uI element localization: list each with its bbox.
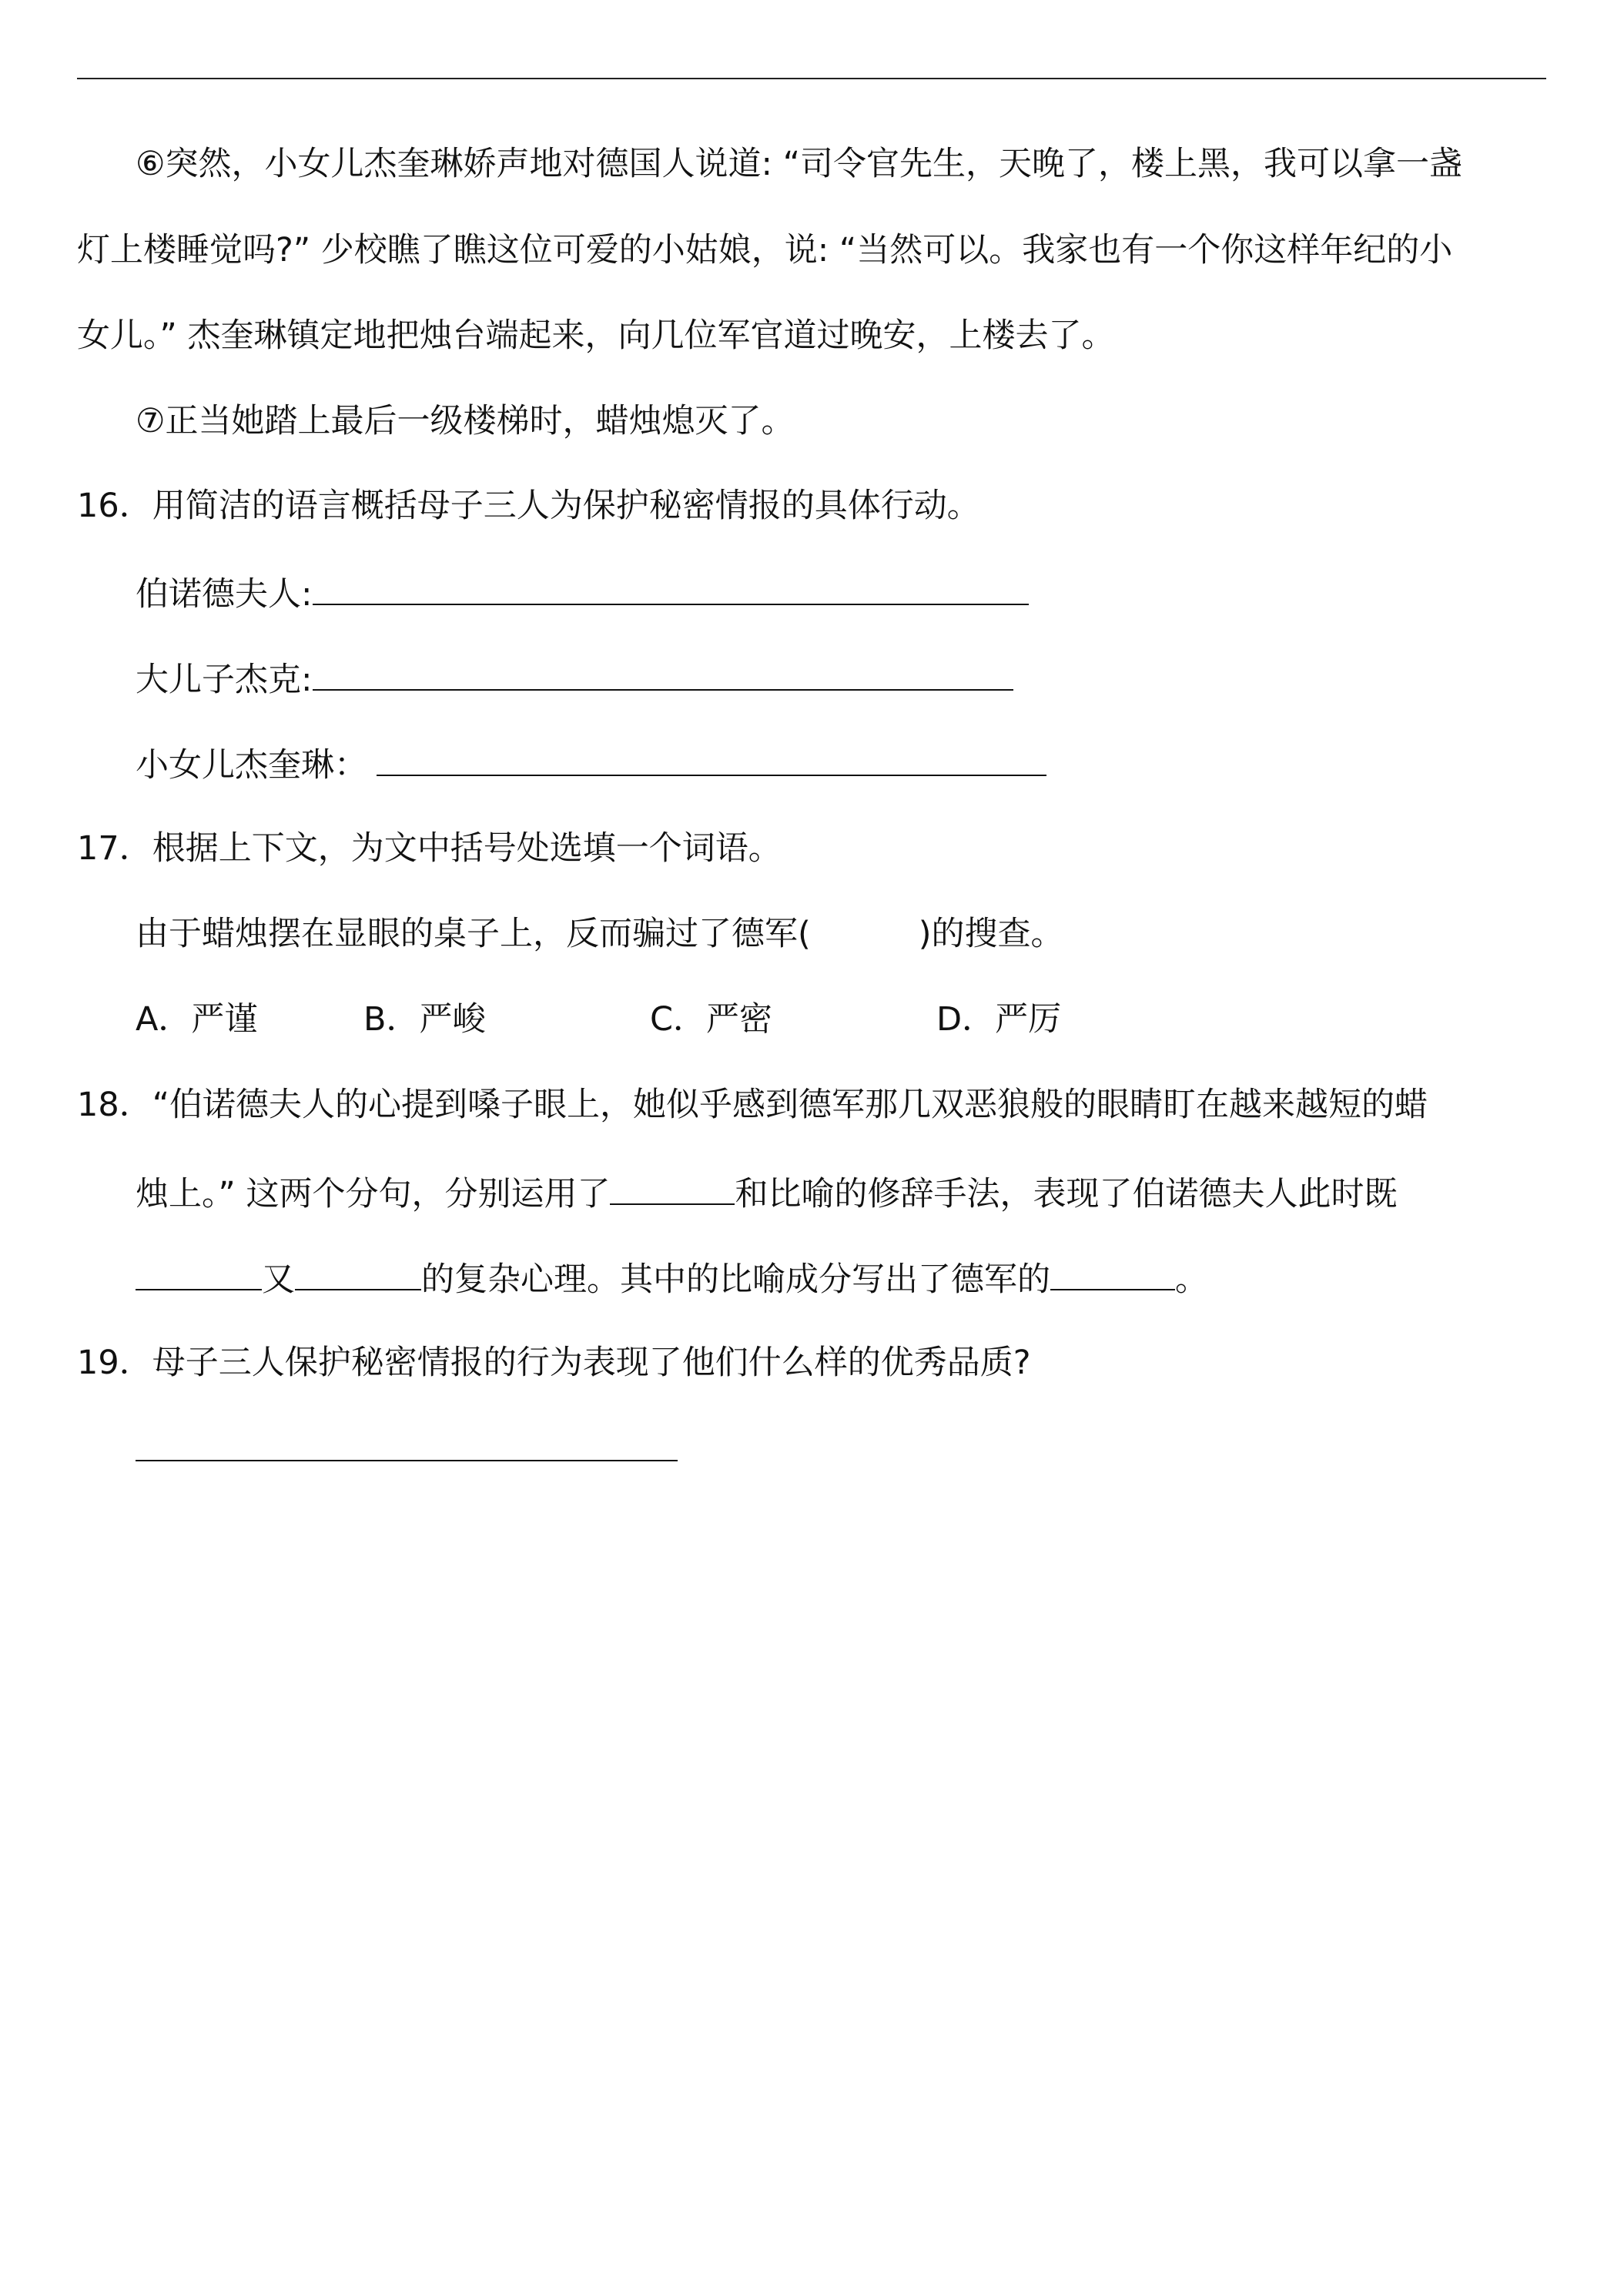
answer-blank-daughter[interactable] [377, 739, 1046, 776]
answer-blank-mother[interactable] [313, 568, 1029, 605]
question-18-line2 [136, 1168, 1397, 1214]
answer-blank-son[interactable] [313, 654, 1013, 691]
answer-blank-feeling-1[interactable] [136, 1253, 262, 1290]
answer-blank-german-trait[interactable] [1050, 1253, 1175, 1290]
q16-daughter-label: 小女儿杰奎琳： [136, 746, 367, 785]
question-18-line3 [136, 1253, 1208, 1300]
q18-line2-text-a: 烛上。” 这两个分句，分别运用了 [136, 1175, 611, 1213]
q19-answer-row [136, 1424, 678, 1471]
header-rule [77, 78, 1546, 79]
passage-p6-line1: ⑥突然，小女儿杰奎琳娇声地对德国人说道: “司令官先生，天晚了，楼上黑，我可以拿一盏 [136, 145, 1462, 183]
q17-option-a[interactable]: A．严谨 [136, 1000, 258, 1039]
q17-option-c[interactable]: C．严密 [650, 1000, 773, 1039]
answer-blank-q19[interactable] [136, 1424, 678, 1461]
q16-mother-label: 伯诺德夫人: [136, 575, 313, 614]
question-16-stem: 16．用简洁的语言概括母子三人为保护秘密情报的具体行动。 [77, 487, 980, 525]
q18-line3-text-c: 。 [1175, 1260, 1208, 1299]
passage-p7: ⑦正当她踏上最后一级楼梯时，蜡烛熄灭了。 [136, 402, 795, 440]
q18-line3-text-a: 又 [262, 1260, 295, 1299]
passage-p6-line3: 女儿。” 杰奎琳镇定地把烛台端起来，向几位军官道过晚安，上楼去了。 [77, 316, 1115, 355]
answer-blank-feeling-2[interactable] [295, 1253, 421, 1290]
q16-son-label: 大儿子杰克: [136, 661, 313, 699]
question-17-stem: 17．根据上下文，为文中括号处选填一个词语。 [77, 829, 782, 868]
q18-line2-text-b: 和比喻的修辞手法，表现了伯诺德夫人此时既 [735, 1175, 1398, 1213]
q18-line3-text-b: 的复杂心理。其中的比喻成分写出了德军的 [421, 1260, 1050, 1299]
q17-option-b[interactable]: B．严峻 [363, 1000, 486, 1039]
q17-sentence-before: 由于蜡烛摆在显眼的桌子上，反而骗过了德军( [136, 915, 811, 953]
passage-p6-line2: 灯上楼睡觉吗?” 少校瞧了瞧这位可爱的小姑娘，说: “当然可以。我家也有一个你这样年纪的小 [77, 231, 1453, 269]
q17-option-d[interactable]: D．严厉 [936, 1000, 1062, 1039]
q17-sentence [136, 911, 1064, 957]
q16-mother-row [136, 568, 1029, 614]
question-18-line1: 18．“伯诺德夫人的心提到嗓子眼上，她似乎感到德军那几双恶狼般的眼睛盯在越来越短的蜡 [77, 1086, 1428, 1124]
q16-son-row [136, 654, 1013, 700]
q17-sentence-after: )的搜查。 [918, 915, 1064, 953]
question-19-stem: 19．母子三人保护秘密情报的行为表现了他们什么样的优秀品质? [77, 1344, 1031, 1382]
answer-blank-rhetoric[interactable] [610, 1168, 735, 1205]
q16-daughter-row [136, 739, 1046, 785]
